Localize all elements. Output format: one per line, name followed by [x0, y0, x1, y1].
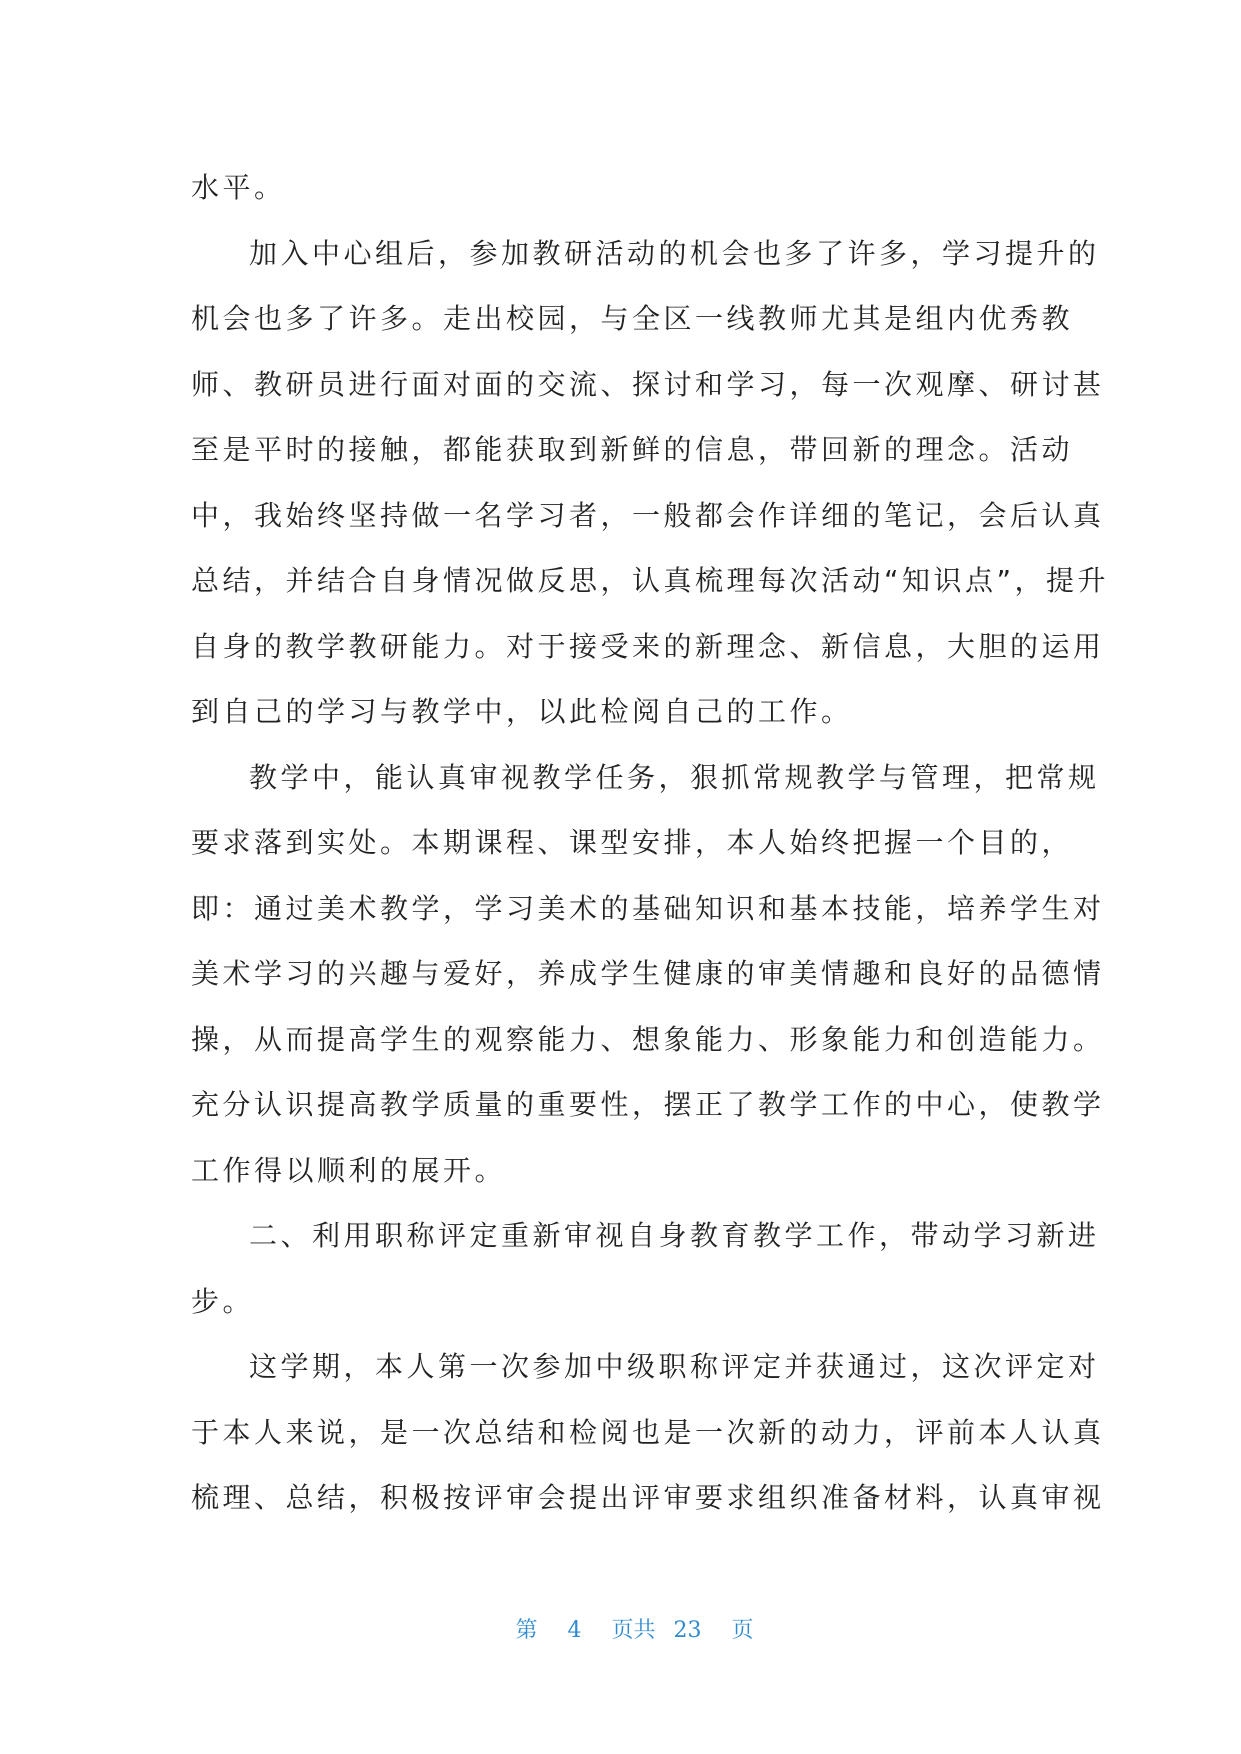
text-line: 工作得以顺利的展开。 [191, 1153, 507, 1187]
text-line: 机会也多了许多。走出校园，与全区一线教师尤其是组内优秀教 [191, 302, 1074, 335]
text-line: 即：通过美术教学，学习美术的基础知识和基本技能，培养学生对 [191, 891, 1105, 925]
text-line: 水平。 [191, 171, 286, 204]
text-line: 教学中，能认真审视教学任务，狠抓常规教学与管理，把常规 [249, 760, 1100, 794]
footer-prefix: 第 [515, 1618, 538, 1643]
footer-current-page: 4 [567, 1618, 582, 1643]
text-line: 步。 [191, 1284, 255, 1318]
text-line: 总结，并结合自身情况做反思，认真梳理每次活动“知识点”，提升 [191, 564, 1110, 597]
text-line: 于本人来说，是一次总结和检阅也是一次新的动力，评前本人认真 [191, 1415, 1105, 1449]
text-line: 梳理、总结，积极按评审会提出评审要求组织准备材料，认真审视 [191, 1481, 1105, 1514]
text-line: 这学期，本人第一次参加中级职称评定并获通过，这次评定对 [249, 1350, 1100, 1383]
document-body [191, 155, 1110, 1531]
page-footer [0, 1588, 1241, 1669]
text-line: 中，我始终坚持做一名学习者，一般都会作详细的笔记，会后认真 [191, 498, 1105, 532]
text-line: 二、利用职称评定重新审视自身教育教学工作，带动学习新进 [249, 1219, 1100, 1252]
text-line: 加入中心组后，参加教研活动的机会也多了许多，学习提升的 [249, 236, 1100, 270]
text-line: 美术学习的兴趣与爱好，养成学生健康的审美情趣和良好的品德情 [191, 957, 1105, 990]
text-line: 要求落到实处。本期课程、课型安排，本人始终把握一个目的， [191, 826, 1074, 859]
footer-total-pages: 23 [673, 1618, 702, 1643]
footer-middle: 页共 [611, 1618, 656, 1643]
footer-suffix: 页 [731, 1618, 754, 1643]
text-line: 充分认识提高教学质量的重要性，摆正了教学工作的中心，使教学 [191, 1088, 1105, 1121]
text-line: 师、教研员进行面对面的交流、探讨和学习，每一次观摩、研讨甚 [191, 367, 1105, 401]
text-line: 操，从而提高学生的观察能力、想象能力、形象能力和创造能力。 [191, 1022, 1105, 1056]
text-line: 至是平时的接触，都能获取到新鲜的信息，带回新的理念。活动 [191, 433, 1074, 466]
text-line: 自身的教学教研能力。对于接受来的新理念、新信息，大胆的运用 [191, 629, 1105, 663]
text-line: 到自己的学习与教学中，以此检阅自己的工作。 [191, 695, 853, 728]
